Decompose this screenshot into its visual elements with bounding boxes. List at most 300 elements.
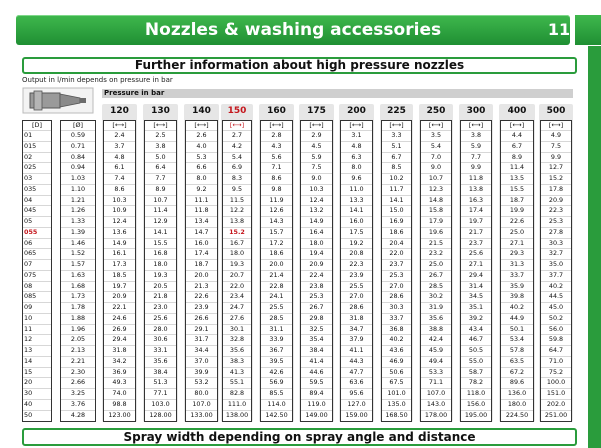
output-value-cell: 37.7 [548,270,564,279]
output-value-cell: 25.0 [509,227,525,236]
output-value-cell: 19.7 [468,217,484,225]
output-value-cell: 100.0 [546,378,566,387]
nozzle-size-cell: 045 [24,206,37,215]
output-value-cell: 3.1 [351,131,362,139]
output-value-cell: 14.1 [153,227,168,236]
output-value-cell: 224.50 [505,410,529,419]
output-value-cell: 43.6 [389,346,404,354]
output-value-cell: 5.3 [196,152,207,161]
output-value-cell: 29.8 [309,313,324,322]
output-value-cell: 33.1 [153,346,168,354]
output-value-cell: 27.0 [389,281,404,290]
output-value-cell: 51.3 [153,378,168,387]
orifice-diameter-cell: 1.21 [70,195,86,204]
orifice-diameter-cell: 3.76 [70,399,86,408]
output-value-cell: 12.3 [428,184,444,193]
output-value-cell: 36.7 [269,346,284,354]
output-value-cell: 14.9 [309,217,324,225]
output-value-cell: 18.7 [509,195,525,204]
orifice-diameter-cell: 1.26 [70,206,86,215]
output-value-cell: 41.4 [309,356,324,365]
output-value-cell: 14.7 [194,227,209,236]
output-value-cell: 78.2 [468,378,484,387]
output-value-cell: 4.0 [196,141,207,150]
output-value-cell: 8.3 [231,174,243,182]
output-value-cell: 2.7 [231,131,243,139]
output-value-cell: 6.9 [231,163,243,172]
output-value-cell: 4.2 [231,141,243,150]
output-value-cell: 25.5 [349,281,364,290]
output-value-cell: 57.8 [509,346,525,354]
output-value-cell: 138.00 [225,410,249,419]
output-value-cell: 28.5 [428,281,444,290]
output-value-cell: 159.00 [345,410,368,419]
output-value-cell: 28.5 [269,313,284,322]
output-value-cell: 114.0 [267,399,286,408]
output-value-cell: 6.7 [511,141,523,150]
output-value-cell: 10.3 [112,195,127,204]
nozzle-size-cell: 07 [24,260,33,268]
orifice-diameter-cell: 1.96 [70,324,86,333]
output-value-cell: 19.6 [428,227,444,236]
output-value-cell: 33.9 [269,335,284,344]
pressure-header-250: 250 [426,106,446,116]
nozzle-size-cell: 40 [24,399,33,408]
output-value-cell: 20.7 [229,270,245,279]
output-value-cell: 25.0 [428,260,444,268]
output-value-cell: 101.0 [387,389,406,397]
output-value-cell: 10.3 [309,184,324,193]
output-value-cell: 71.1 [428,378,444,387]
output-value-cell: 3.8 [155,141,166,150]
output-value-cell: 45.0 [548,303,564,311]
output-value-cell: 22.4 [309,270,324,279]
output-value-cell: 17.9 [428,217,444,225]
nozzle-size-cell: 10 [24,313,33,322]
output-value-cell: 119.0 [307,399,326,408]
output-value-cell: 23.9 [194,303,209,311]
output-value-cell: 4.8 [114,152,125,161]
output-value-cell: 44.3 [349,356,364,365]
nozzle-size-cell: 11 [24,324,33,333]
output-value-cell: 59.5 [309,378,324,387]
output-value-cell: 6.1 [114,163,125,172]
output-value-cell: 29.4 [468,270,484,279]
output-value-cell: 11.4 [509,163,525,172]
orifice-diameter-cell: 2.13 [70,346,86,354]
output-value-cell: 28.6 [389,292,404,301]
output-value-cell: 133.00 [190,410,213,419]
output-value-cell: 56.0 [548,324,564,333]
output-value-cell: 63.6 [349,378,364,387]
output-value-cell: 18.0 [309,238,324,247]
output-note: Output in l/min depends on pressure in bar [22,76,173,84]
output-value-cell: 15.7 [269,227,284,236]
orifice-diameter-cell: 2.05 [70,335,86,344]
output-value-cell: 26.6 [194,313,209,322]
nozzle-size-cell: 09 [24,303,33,311]
output-value-cell: 58.7 [468,367,484,376]
pressure-header-130: 130 [151,106,170,116]
output-value-cell: 202.0 [546,399,566,408]
output-value-cell: 5.6 [271,152,282,161]
output-value-cell: 23.8 [309,281,324,290]
orifice-diameter-cell: 1.39 [70,227,86,236]
output-value-cell: 40.2 [548,281,564,290]
output-value-cell: 25.3 [309,292,324,301]
output-value-cell: 11.8 [194,206,209,215]
output-header-icon: [⟷] [349,121,364,129]
output-value-cell: 37.9 [349,335,364,344]
output-value-cell: 50.1 [509,324,525,333]
output-value-cell: 27.6 [229,313,245,322]
output-value-cell: 44.9 [509,313,525,322]
pressure-header-300: 300 [466,106,486,116]
output-value-cell: 38.3 [229,356,245,365]
orifice-diameter-cell: 1.10 [70,184,86,193]
output-value-cell: 4.9 [550,131,562,139]
output-value-cell: 149.00 [305,410,328,419]
output-value-cell: 16.0 [194,238,209,247]
output-value-cell: 50.5 [468,346,484,354]
page-number-tab [575,15,601,45]
output-value-cell: 59.8 [548,335,564,344]
output-value-cell: 15.8 [428,206,444,215]
output-value-cell: 89.4 [309,389,324,397]
output-value-cell: 23.0 [153,303,168,311]
output-value-cell: 2.6 [196,131,207,139]
output-header-icon: [⟷] [428,121,444,129]
output-value-cell: 13.3 [349,195,364,204]
nozzle-size-cell: 06 [24,238,33,247]
output-value-cell: 20.0 [194,270,209,279]
output-value-cell: 16.7 [229,238,245,247]
output-value-cell: 19.4 [309,249,324,258]
output-value-cell: 47.7 [349,367,364,376]
output-value-cell: 20.8 [349,249,364,258]
nozzle-size-cell: 025 [24,163,37,172]
output-value-cell: 26.9 [112,324,127,333]
output-value-cell: 35.0 [548,260,564,268]
pressure-header-160: 160 [267,106,286,116]
output-value-cell: 151.0 [546,389,566,397]
output-value-cell: 12.2 [229,206,245,215]
orifice-diameter-cell: 1.73 [70,292,86,301]
output-value-cell: 15.5 [509,184,525,193]
output-value-cell: 30.6 [153,335,168,344]
output-value-cell: 21.8 [153,292,168,301]
output-header-icon: [⟷] [112,121,127,129]
output-value-cell: 19.3 [229,260,245,268]
output-value-cell: 35.9 [509,281,525,290]
output-value-cell: 20.9 [309,260,324,268]
output-value-cell: 56.9 [269,378,284,387]
output-value-cell: 107.0 [426,389,446,397]
output-value-cell: 85.5 [269,389,284,397]
output-value-cell: 136.0 [507,389,527,397]
output-header-icon: [⟷] [269,121,284,129]
output-value-cell: 50.2 [548,313,564,322]
output-value-cell: 30.3 [548,238,564,247]
output-value-cell: 36.8 [389,324,404,333]
output-value-cell: 9.9 [550,152,562,161]
orifice-diameter-cell: 3.25 [70,389,86,397]
output-value-cell: 8.9 [155,184,166,193]
pressure-header-200: 200 [347,106,366,116]
orifice-diameter-cell: 1.57 [70,260,86,268]
output-header-icon: [⟷] [548,121,564,129]
output-value-cell: 22.6 [194,292,209,301]
output-value-cell: 14.9 [112,238,127,247]
output-value-cell: 27.1 [468,260,484,268]
output-value-cell: 34.5 [468,292,484,301]
output-value-cell: 7.7 [470,152,482,161]
output-value-cell: 31.3 [509,260,525,268]
output-value-cell: 74.0 [112,389,127,397]
output-value-cell: 17.3 [112,260,127,268]
output-value-cell: 46.7 [468,335,484,344]
output-value-cell: 128.00 [149,410,172,419]
pressure-header-500: 500 [546,106,566,116]
output-value-cell: 9.2 [196,184,207,193]
output-value-cell: 55.0 [468,356,484,365]
output-value-cell: 9.6 [351,174,362,182]
output-value-cell: 7.7 [155,174,166,182]
orifice-diameter-cell: 1.33 [70,217,86,225]
output-header-icon: [⟷] [468,121,484,129]
output-value-cell: 16.8 [153,249,168,258]
output-value-cell: 30.2 [428,292,444,301]
orifice-diameter-cell: 1.03 [70,174,86,182]
output-value-cell: 17.4 [194,249,209,258]
pressure-header-120: 120 [110,106,129,116]
orifice-diameter-cell: 1.52 [70,249,86,258]
output-value-cell: 17.4 [468,206,484,215]
output-value-cell: 17.8 [548,184,564,193]
output-value-cell: 40.2 [389,335,404,344]
output-value-cell: 35.6 [229,346,245,354]
output-value-cell: 28.6 [349,303,364,311]
output-value-cell: 15.5 [153,238,168,247]
output-value-cell: 18.0 [153,260,168,268]
output-value-cell: 103.0 [151,399,170,408]
nozzle-size-cell: 055 [24,227,38,236]
output-value-cell: 14.1 [349,206,364,215]
output-value-cell: 7.0 [430,152,442,161]
output-value-cell: 12.9 [153,217,168,225]
size-header: [D] [32,121,42,129]
output-value-cell: 31.8 [349,313,364,322]
output-value-cell: 7.5 [311,163,322,172]
nozzle-size-cell: 085 [24,292,37,301]
output-value-cell: 16.3 [468,195,484,204]
output-value-cell: 24.6 [112,313,127,322]
output-value-cell: 26.7 [428,270,444,279]
output-value-cell: 3.3 [391,131,402,139]
orifice-diameter-cell: 1.63 [70,270,86,279]
output-value-cell: 111.0 [227,399,247,408]
output-value-cell: 19.2 [349,238,364,247]
output-value-cell: 38.4 [309,346,324,354]
output-value-cell: 18.6 [269,249,284,258]
page-number: 11 [547,20,571,39]
output-value-cell: 25.5 [269,303,284,311]
section-heading-further-info: Further information about high pressure nozzles [22,57,577,74]
output-value-cell: 24.1 [269,292,284,301]
output-value-cell: 41.3 [229,367,245,376]
orifice-diameter-cell: 4.28 [70,410,86,419]
output-value-cell: 4.4 [511,131,523,139]
orifice-diameter-cell: 2.21 [70,356,86,365]
output-value-cell: 31.1 [269,324,284,333]
output-value-cell: 22.3 [349,260,364,268]
output-value-cell: 32.8 [229,335,245,344]
output-value-cell: 2.8 [271,131,282,139]
output-value-cell: 5.0 [155,152,166,161]
output-value-cell: 30.1 [229,324,245,333]
output-value-cell: 22.8 [269,281,284,290]
output-value-cell: 4.3 [271,141,282,150]
output-value-cell: 251.00 [544,410,568,419]
output-value-cell: 22.1 [112,303,127,311]
pressure-header-140: 140 [192,106,211,116]
output-value-cell: 142.50 [265,410,288,419]
output-value-cell: 21.3 [194,281,209,290]
output-value-cell: 5.1 [391,141,402,150]
side-accent-strip [588,46,601,448]
orifice-diameter-cell: 2.30 [70,367,86,376]
output-value-cell: 16.1 [112,249,127,258]
output-value-cell: 7.1 [271,163,282,172]
output-value-cell: 13.8 [229,217,245,225]
output-value-cell: 11.0 [349,184,364,193]
output-value-cell: 89.6 [509,378,525,387]
output-value-cell: 31.8 [112,346,127,354]
output-value-cell: 4.5 [311,141,322,150]
nozzle-size-cell: 065 [24,249,37,258]
output-value-cell: 33.7 [509,270,525,279]
output-value-cell: 8.6 [114,184,125,193]
output-value-cell: 17.5 [349,227,364,236]
output-value-cell: 29.4 [112,335,127,344]
output-value-cell: 20.9 [112,292,127,301]
output-value-cell: 67.5 [389,378,404,387]
output-value-cell: 8.9 [511,152,523,161]
output-value-cell: 4.8 [351,141,362,150]
pressure-label: Pressure in bar [104,89,165,97]
pressure-header-175: 175 [307,106,326,116]
section-heading-spray-width: Spray width depending on spray angle and distance [22,428,577,446]
output-value-cell: 71.0 [548,356,564,365]
output-value-cell: 50.6 [389,367,404,376]
output-value-cell: 12.4 [112,217,127,225]
output-value-cell: 37.0 [194,356,209,365]
output-value-cell: 6.3 [351,152,362,161]
output-value-cell: 49.4 [428,356,444,365]
output-value-cell: 3.5 [430,131,442,139]
output-value-cell: 12.6 [269,206,284,215]
output-value-cell: 10.9 [112,206,127,215]
output-value-cell: 34.2 [112,356,127,365]
output-header-icon: [⟷] [194,121,209,129]
output-value-cell: 5.9 [311,152,322,161]
output-value-cell: 46.9 [389,356,404,365]
output-value-cell: 25.3 [389,270,404,279]
output-value-cell: 19.9 [509,206,525,215]
nozzle-size-cell: 20 [24,378,33,387]
nozzle-size-cell: 01 [24,131,33,139]
nozzle-icon [22,87,94,114]
output-value-cell: 9.5 [231,184,243,193]
output-value-cell: 26.7 [309,303,324,311]
output-header-icon: [⟷] [309,121,324,129]
output-value-cell: 10.7 [153,195,168,204]
output-value-cell: 28.0 [153,324,168,333]
output-value-cell: 19.7 [112,281,127,290]
output-value-cell: 2.4 [114,131,125,139]
output-value-cell: 21.4 [269,270,284,279]
orifice-header: [Ø] [72,121,84,129]
output-value-cell: 49.3 [112,378,127,387]
output-value-cell: 5.4 [231,152,243,161]
output-value-cell: 20.5 [153,281,168,290]
output-value-cell: 22.0 [389,249,404,258]
output-value-cell: 23.2 [428,249,444,258]
output-value-cell: 82.8 [229,389,245,397]
output-value-cell: 35.6 [153,356,168,365]
output-value-cell: 11.7 [389,184,404,193]
output-value-cell: 16.4 [309,227,324,236]
output-value-cell: 77.1 [153,389,168,397]
output-value-cell: 12.7 [548,163,564,172]
output-value-cell: 53.2 [194,378,209,387]
output-value-cell: 2.5 [155,131,166,139]
output-value-cell: 19.3 [153,270,168,279]
nozzle-size-cell: 50 [24,410,33,419]
nozzle-size-cell: 02 [24,152,33,161]
output-value-cell: 25.6 [468,249,484,258]
output-header-icon: [⟷] [229,121,245,129]
output-value-cell: 6.7 [391,152,402,161]
output-value-cell: 2.9 [311,131,322,139]
output-value-cell: 44.6 [309,367,324,376]
output-value-cell: 27.8 [548,227,564,236]
output-value-cell: 14.8 [428,195,444,204]
output-value-cell: 55.1 [229,378,245,387]
output-value-cell: 11.5 [229,195,245,204]
output-value-cell: 107.0 [192,399,211,408]
output-value-cell: 44.5 [548,292,564,301]
nozzle-size-cell: 04 [24,195,33,204]
output-value-cell: 53.4 [509,335,525,344]
output-value-cell: 11.8 [468,174,484,182]
output-value-cell: 13.5 [509,174,525,182]
output-value-cell: 64.7 [548,346,564,354]
output-value-cell: 9.8 [271,184,282,193]
output-header-icon: [⟷] [509,121,525,129]
orifice-diameter-cell: 0.59 [70,131,86,139]
output-value-cell: 195.00 [464,410,488,419]
output-value-cell: 42.4 [428,335,444,344]
output-value-cell: 35.6 [428,313,444,322]
output-value-cell: 75.2 [548,367,564,376]
output-value-cell: 7.5 [550,141,562,150]
output-value-cell: 123.00 [108,410,131,419]
output-header-icon: [⟷] [153,121,168,129]
output-value-cell: 18.0 [229,249,245,258]
output-value-cell: 80.0 [194,389,209,397]
output-value-cell: 11.9 [269,195,284,204]
